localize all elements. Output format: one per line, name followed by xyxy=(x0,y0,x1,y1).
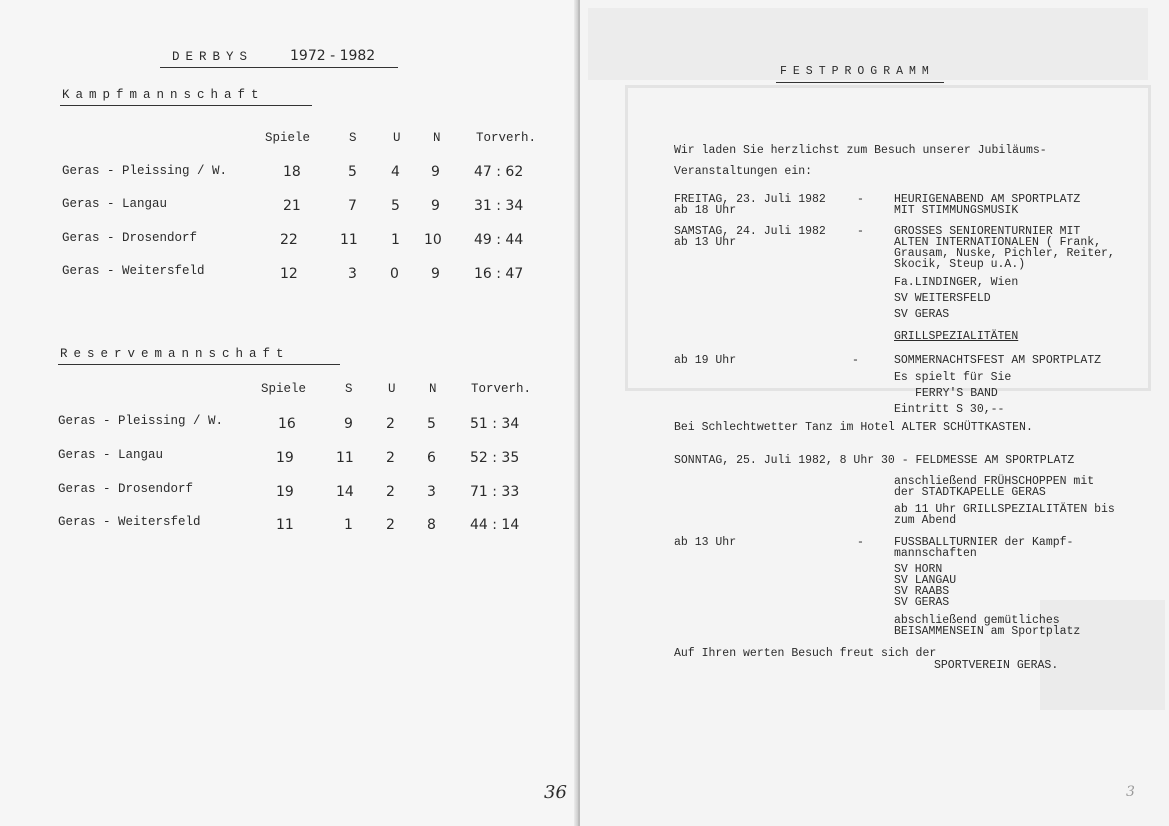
col-n: N xyxy=(429,382,437,396)
fest-title: FESTPROGRAMM xyxy=(780,65,935,78)
kampf-underline xyxy=(60,105,312,106)
table-cell: 4 xyxy=(391,164,400,180)
col-u: U xyxy=(388,382,396,396)
section-heading-kampf: Kampfmannschaft xyxy=(62,88,265,102)
sat-date: SAMSTAG, 24. Juli 1982 xyxy=(674,225,826,238)
fest-title-underline xyxy=(776,82,944,83)
sat-event-3: Grausam, Nuske, Pichler, Reiter, xyxy=(894,247,1115,260)
table-cell: 31 : 34 xyxy=(474,198,524,214)
sunday-afternoon-time: ab 13 Uhr xyxy=(674,536,737,549)
col-s: S xyxy=(345,382,353,396)
table-row-match: Geras - Drosendorf xyxy=(58,482,194,496)
table-cell: 2 xyxy=(386,416,395,432)
sat-event-6: SV WEITERSFELD xyxy=(894,292,991,305)
table-cell: 12 xyxy=(280,266,298,282)
right-page xyxy=(580,0,1169,826)
col-u: U xyxy=(393,131,401,145)
table-cell: 6 xyxy=(427,450,436,466)
section-heading-reserve: Reservemannschaft xyxy=(60,347,290,361)
table-cell: 16 xyxy=(278,416,296,432)
table-cell: 14 xyxy=(336,484,354,500)
table-cell: 9 xyxy=(344,416,353,432)
sunday-item-1: anschließend FRÜHSCHOPPEN mit xyxy=(894,475,1095,488)
sat-evening-3: FERRY'S BAND xyxy=(915,387,998,400)
table-row-match: Geras - Pleissing / W. xyxy=(58,414,224,428)
table-cell: 9 xyxy=(431,164,440,180)
fri-date: FREITAG, 23. Juli 1982 xyxy=(674,193,826,206)
table-cell: 11 xyxy=(276,517,294,533)
col-torverh: Torverh. xyxy=(471,382,532,396)
sunday-item-3: ab 11 Uhr GRILLSPEZIALITÄTEN bis xyxy=(894,503,1115,516)
table-cell: 5 xyxy=(348,164,357,180)
fri-time: ab 18 Uhr xyxy=(674,204,737,217)
table-cell: 49 : 44 xyxy=(474,232,524,248)
fri-event-2: MIT STIMMUNGSMUSIK xyxy=(894,204,1019,217)
table-cell: 8 xyxy=(427,517,436,533)
team-horn: SV HORN xyxy=(894,563,943,576)
sunday-item-11: abschließend gemütliches xyxy=(894,614,1060,627)
table-cell: 2 xyxy=(386,484,395,500)
sat-evening-2: Es spielt für Sie xyxy=(894,371,1012,384)
sat-evening-time: ab 19 Uhr xyxy=(674,354,737,367)
dash: - xyxy=(852,354,859,367)
sat-event-4: Skocik, Steup u.A.) xyxy=(894,258,1026,271)
table-cell: 22 xyxy=(280,232,298,248)
title-underline xyxy=(160,67,398,68)
sunday-item-5: FUSSBALLTURNIER der Kampf- xyxy=(894,536,1074,549)
dash: - xyxy=(857,225,864,238)
sunday-line: SONNTAG, 25. Juli 1982, 8 Uhr 30 - FELDMESSE AM SPORTPLATZ xyxy=(674,454,1075,467)
dash: - xyxy=(857,536,864,549)
title-derbys: DERBYS xyxy=(172,50,254,64)
col-torverh: Torverh. xyxy=(476,131,537,145)
sat-event-7: SV GERAS xyxy=(894,308,950,321)
table-cell: 21 xyxy=(283,198,301,214)
closing-line-1: Auf Ihren werten Besuch freut sich der xyxy=(674,647,937,660)
table-cell: 3 xyxy=(427,484,436,500)
fri-event-1: HEURIGENABEND AM SPORTPLATZ xyxy=(894,193,1081,206)
table-cell: 1 xyxy=(344,517,353,533)
page-number-right: 3 xyxy=(1126,784,1135,800)
dash: - xyxy=(857,193,864,206)
table-row-match: Geras - Pleissing / W. xyxy=(62,164,228,178)
table-cell: 47 : 62 xyxy=(474,164,524,180)
intro-line-2: Veranstaltungen ein: xyxy=(674,165,813,178)
sat-event-2: ALTEN INTERNATIONALEN ( Frank, xyxy=(894,236,1102,249)
table-cell: 1 xyxy=(391,232,400,248)
page-number-left: 36 xyxy=(544,782,567,803)
col-spiele: Spiele xyxy=(265,131,311,145)
table-cell: 19 xyxy=(276,484,294,500)
table-cell: 5 xyxy=(427,416,436,432)
table-cell: 16 : 47 xyxy=(474,266,524,282)
sat-event-1: GROSSES SENIORENTURNIER MIT xyxy=(894,225,1081,238)
sat-evening-1: SOMMERNACHTSFEST AM SPORTPLATZ xyxy=(894,354,1102,367)
table-cell: 52 : 35 xyxy=(470,450,520,466)
left-page xyxy=(0,0,578,826)
sunday-item-2: der STADTKAPELLE GERAS xyxy=(894,486,1046,499)
sunday-item-6: mannschaften xyxy=(894,547,977,560)
sunday-item-4: zum Abend xyxy=(894,514,957,527)
col-spiele: Spiele xyxy=(261,382,307,396)
bad-weather-note: Bei Schlechtwetter Tanz im Hotel ALTER SCHÜTTKASTEN. xyxy=(674,421,1033,434)
sunday-item-12: BEISAMMENSEIN am Sportplatz xyxy=(894,625,1081,638)
table-cell: 7 xyxy=(348,198,357,214)
table-cell: 2 xyxy=(386,517,395,533)
table-cell: 2 xyxy=(386,450,395,466)
table-row-match: Geras - Langau xyxy=(58,448,164,462)
table-cell: 10 xyxy=(424,232,442,248)
sat-evening-4: Eintritt S 30,-- xyxy=(894,403,1005,416)
col-s: S xyxy=(349,131,357,145)
table-row-match: Geras - Langau xyxy=(62,197,168,211)
sat-time: ab 13 Uhr xyxy=(674,236,737,249)
table-row-match: Geras - Weitersfeld xyxy=(62,264,205,278)
table-cell: 5 xyxy=(391,198,400,214)
table-cell: 71 : 33 xyxy=(470,484,520,500)
table-cell: 9 xyxy=(431,266,440,282)
table-cell: 11 xyxy=(340,232,358,248)
table-cell: 9 xyxy=(431,198,440,214)
title-years: 1972 - 1982 xyxy=(290,48,376,64)
table-row-match: Geras - Weitersfeld xyxy=(58,515,201,529)
table-cell: 44 : 14 xyxy=(470,517,520,533)
team-geras: SV GERAS xyxy=(894,596,950,609)
col-n: N xyxy=(433,131,441,145)
sat-event-5: Fa.LINDINGER, Wien xyxy=(894,276,1019,289)
table-cell: 19 xyxy=(276,450,294,466)
reserve-underline xyxy=(58,364,340,365)
table-cell: 18 xyxy=(283,164,301,180)
table-cell: 51 : 34 xyxy=(470,416,520,432)
team-raabs: SV RAABS xyxy=(894,585,950,598)
team-langau: SV LANGAU xyxy=(894,574,957,587)
table-cell: 3 xyxy=(348,266,357,282)
closing-line-2: SPORTVEREIN GERAS. xyxy=(934,659,1059,672)
table-cell: 11 xyxy=(336,450,354,466)
intro-line-1: Wir laden Sie herzlichst zum Besuch unserer Jubiläums- xyxy=(674,144,1047,157)
table-cell: 0 xyxy=(390,266,399,282)
sat-event-8: GRILLSPEZIALITÄTEN xyxy=(894,330,1019,343)
table-row-match: Geras - Drosendorf xyxy=(62,231,198,245)
